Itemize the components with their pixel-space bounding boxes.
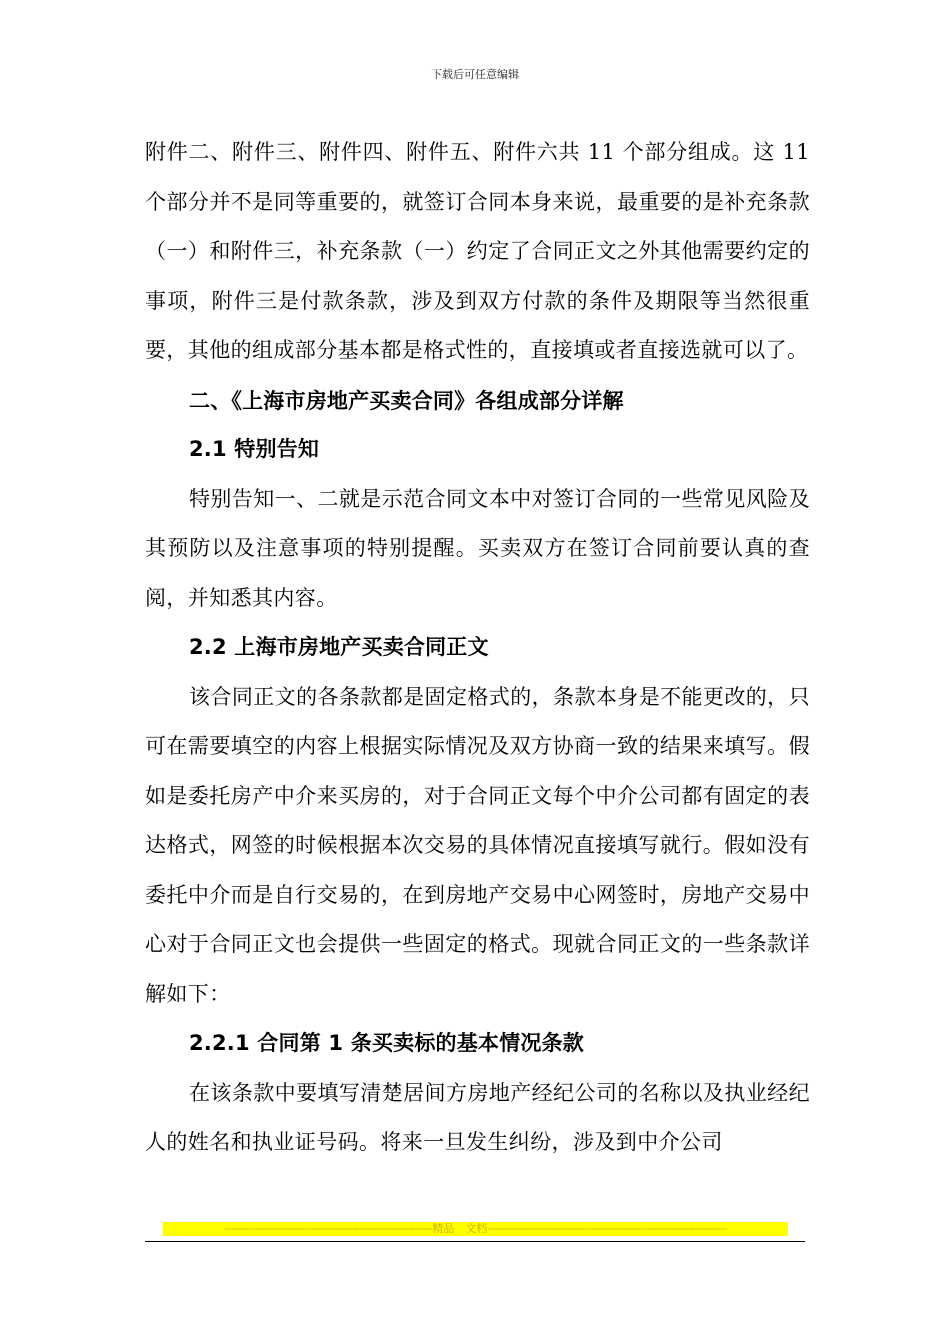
- footer-left-dashes: ------------------------------------------------------------: [224, 1222, 433, 1235]
- subsection-heading-2-1: 2.1 特别告知: [189, 437, 320, 461]
- section-heading-2: 二、《上海市房地产买卖合同》各组成部分详解: [189, 387, 624, 413]
- paragraph-attachments: 附件二、附件三、附件四、附件五、附件六共 11 个部分组成。这 11 个部分并不是同等重要的，就签订合同本身来说，最重要的是补充条款（一）和附件三，补充条款（一）约定了合同正文之外其他需要约定的事项，附件三是付款条款，涉及到双方付款的条件及期限等当然很重要，其他的组成部分基本都是格式性的，直接填或者直接选就可以了。: [145, 140, 810, 362]
- footer-right-dashes: ---------------------------------------------------------------------: [487, 1222, 727, 1235]
- subsection-heading-2-2-1: 2.2.1 合同第 1 条买卖标的基本情况条款: [189, 1031, 584, 1055]
- footer-rule: [145, 1241, 805, 1242]
- paragraph-special-notice: 特别告知一、二就是示范合同文本中对签订合同的一些常见风险及其预防以及注意事项的特别提醒。买卖双方在签订合同前要认真的查阅，并知悉其内容。: [145, 486, 810, 610]
- footer-label: 精品 文档: [432, 1222, 488, 1235]
- subsection-heading-2-2: 2.2 上海市房地产买卖合同正文: [189, 635, 489, 659]
- paragraph-clause-1: 在该条款中要填写清楚居间方房地产经纪公司的名称以及执业经纪人的姓名和执业证号码。将来一旦发生纠纷，涉及到中介公司: [145, 1080, 810, 1154]
- footer-banner: [163, 1222, 788, 1236]
- paragraph-contract-body: 该合同正文的各条款都是固定格式的，条款本身是不能更改的，只可在需要填空的内容上根据实际情况及双方协商一致的结果来填写。假如是委托房产中介来买房的，对于合同正文每个中介公司都有固定的表达格式，网签的时候根据本次交易的具体情况直接填写就行。假如没有委托中介而是自行交易的，在到房地产交易中心网签时，房地产交易中心对于合同正文也会提供一些固定的格式。现就合同正文的一些条款详解如下：: [145, 684, 810, 1006]
- page-header-note: 下载后可任意编辑: [431, 68, 519, 81]
- document-body: [145, 128, 810, 1168]
